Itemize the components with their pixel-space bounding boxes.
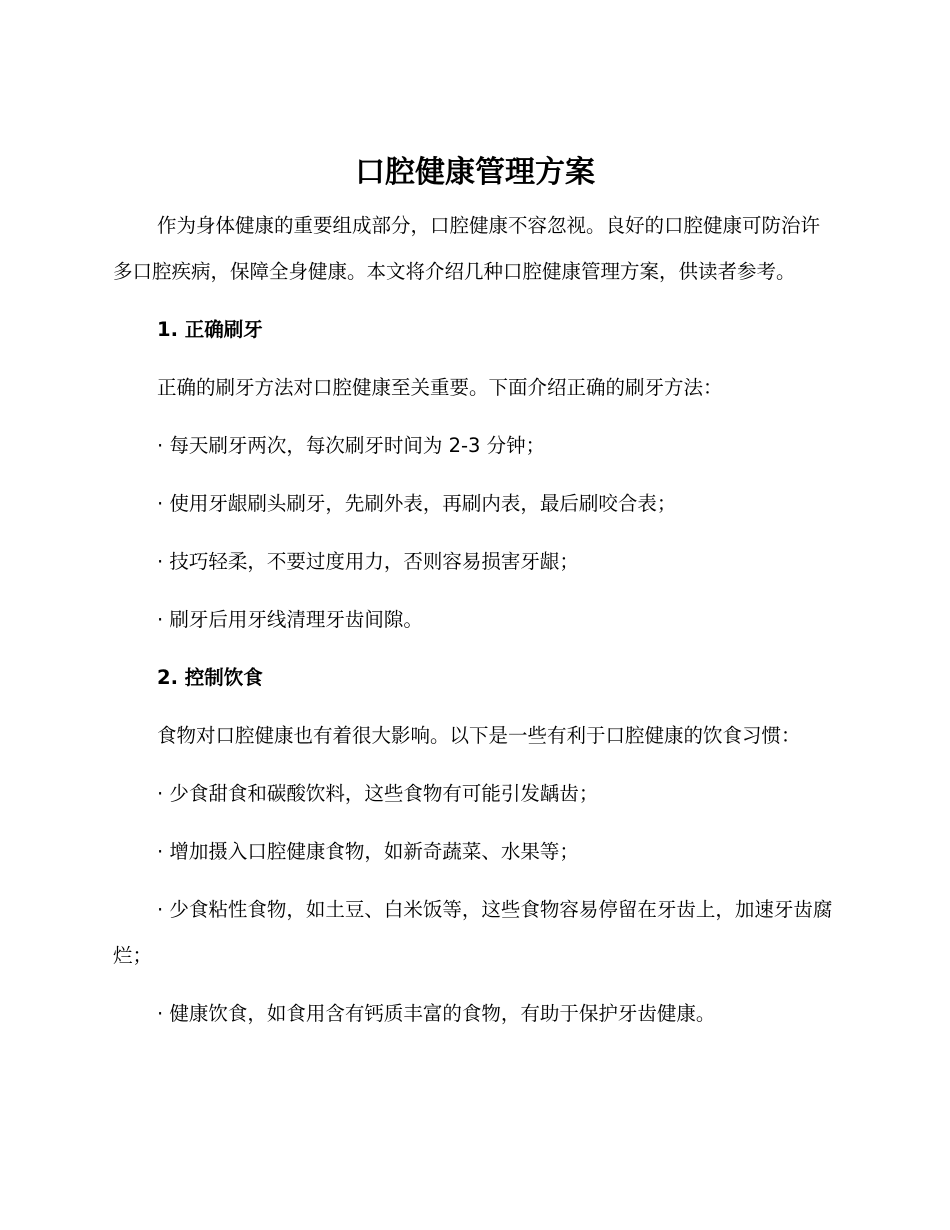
- document-body: [113, 203, 833, 1049]
- section-lead: 正确的刷牙方法对口腔健康至关重要。下面介绍正确的刷牙方法：: [157, 376, 723, 399]
- list-item: · 少食甜食和碳酸饮料，这些食物有可能引发龋齿；: [157, 782, 599, 805]
- list-item: · 使用牙龈刷头刷牙，先刷外表，再刷内表，最后刷咬合表；: [157, 492, 677, 515]
- list-item: · 增加摄入口腔健康食物，如新奇蔬菜、水果等；: [157, 840, 579, 863]
- section-lead: 食物对口腔健康也有着很大影响。以下是一些有利于口腔健康的饮食习惯：: [157, 724, 801, 747]
- document-title: 口腔健康管理方案: [355, 155, 595, 190]
- list-item: · 健康饮食，如食用含有钙质丰富的食物，有助于保护牙齿健康。: [157, 1002, 716, 1025]
- list-item: · 每天刷牙两次，每次刷牙时间为 2-3 分钟；: [157, 434, 546, 457]
- list-item: · 刷牙后用牙线清理牙齿间隙。: [157, 608, 423, 631]
- list-item: · 少食粘性食物，如土豆、白米饭等，这些食物容易停留在牙齿上，加速牙齿腐烂；: [113, 898, 833, 967]
- section-brushing: [113, 307, 833, 643]
- section-diet: [113, 655, 833, 1037]
- section-heading: 1. 正确刷牙: [157, 318, 263, 341]
- intro-paragraph: 作为身体健康的重要组成部分，口腔健康不容忽视。良好的口腔健康可防治许多口腔疾病，保障全身健康。本文将介绍几种口腔健康管理方案，供读者参考。: [113, 214, 821, 283]
- list-item: · 技巧轻柔，不要过度用力，否则容易损害牙龈；: [157, 550, 579, 573]
- section-heading: 2. 控制饮食: [157, 666, 263, 689]
